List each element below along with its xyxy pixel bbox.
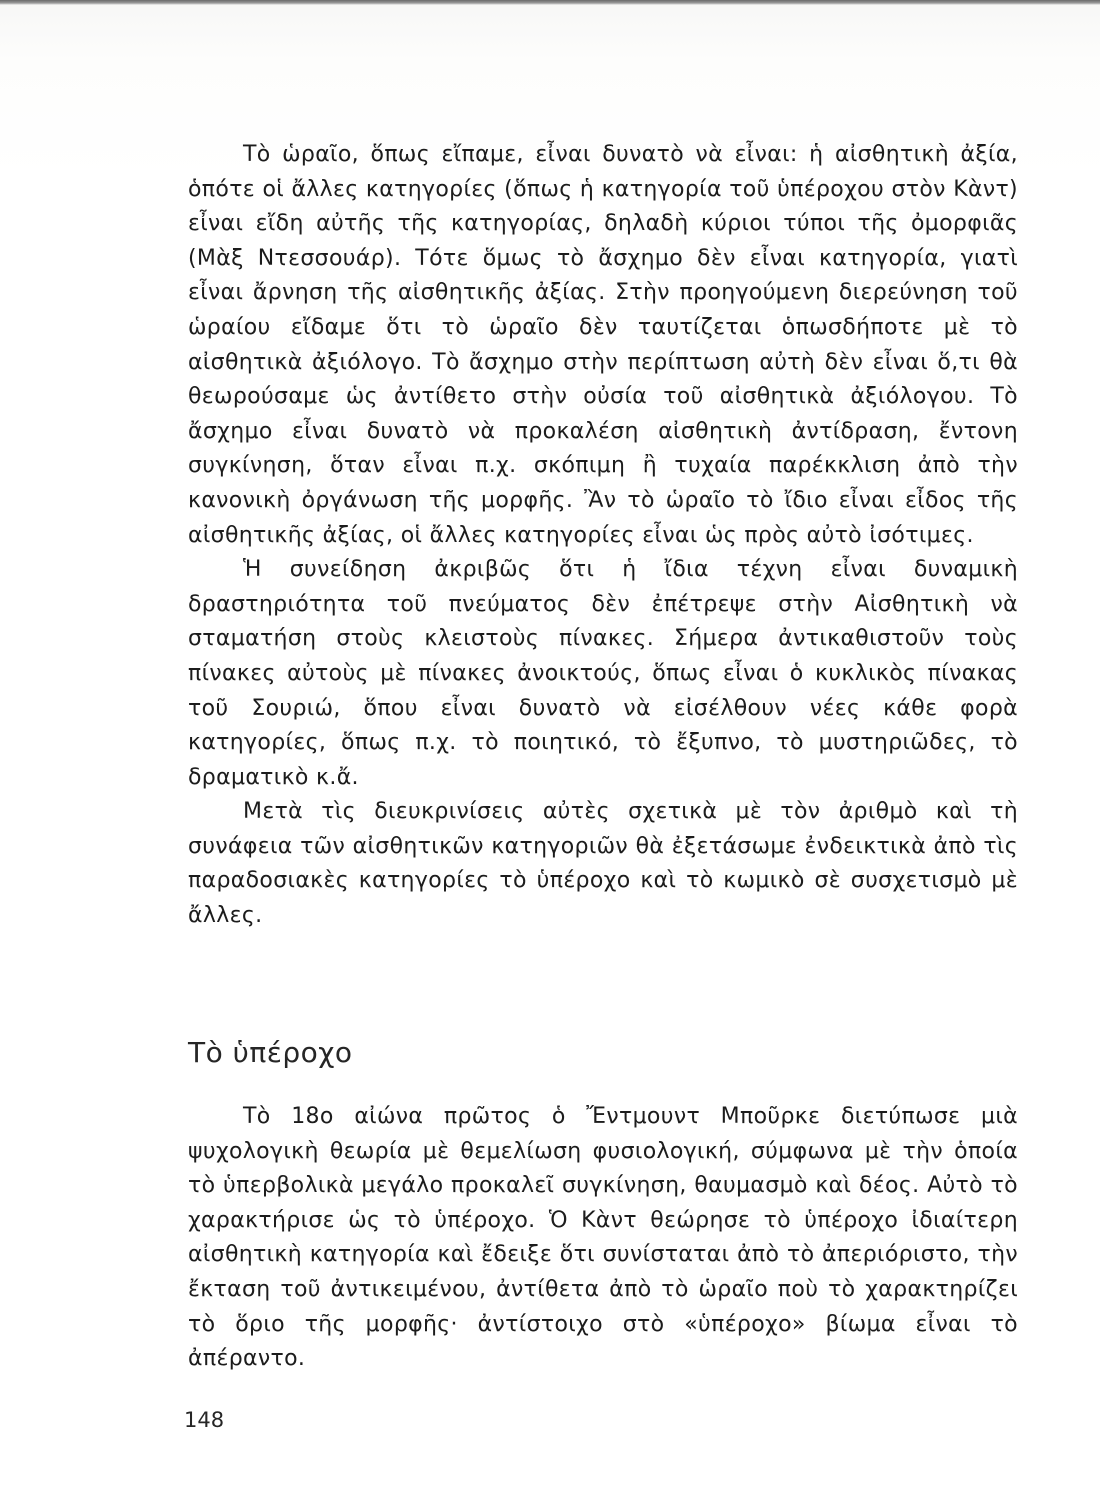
section-heading-sublime: Τὸ ὑπέροχο [188, 1036, 353, 1069]
paragraph-beautiful-and-ugly: Τὸ ὡραῖο, ὅπως εἴπαμε, εἶναι δυνατὸ νὰ εἶναι: ἡ αἰσθητικὴ ἀξία, ὁπότε οἱ ἄλλες κατηγορίες (ὅπως ἡ κατηγορία τοῦ ὑπέροχου στὸν Κὰντ) εἶναι εἴδη αὐτῆς τῆς κατηγορίας, δηλαδὴ κύριοι τύποι τῆς ὀμορφιᾶς (Μὰξ Ντεσσουάρ). Τότε ὅμως τὸ ἄσχημο δὲν εἶναι κατηγορία, γιατὶ εἶναι ἄρνηση τῆς αἰσθητικῆς ἀξίας. Στὴν προηγούμενη διερεύνηση τοῦ ὡραίου εἴδαμε ὅτι τὸ ὡραῖο δὲν ταυτίζεται ὁπωσδήποτε μὲ τὸ αἰσθητικὰ ἀξιόλογο. Τὸ ἄσχημο στὴν περίπτωση αὐτὴ δὲν εἶναι ὅ,τι θὰ θεωρούσαμε ὡς ἀντίθετο στὴν οὐσία τοῦ αἰσθητικὰ ἀξιόλογου. Τὸ ἄσχημο εἶναι δυνατὸ νὰ προκαλέση αἰσθητικὴ ἀντίδραση, ἔντονη συγκίνηση, ὅταν εἶναι π.χ. σκόπιμη ἢ τυχαία παρέκκλιση ἀπὸ τὴν κανονικὴ ὀργάνωση τῆς μορφῆς. Ἂν τὸ ὡραῖο τὸ ἴδιο εἶναι εἶδος τῆς αἰσθητικῆς ἀξίας, οἱ ἄλλες κατηγορίες εἶναι ὡς πρὸς αὐτὸ ἰσότιμες. [188, 142, 1018, 548]
paragraph-open-tables: Ἡ συνείδηση ἀκριβῶς ὅτι ἡ ἴδια τέχνη εἶναι δυναμικὴ δραστηριότητα τοῦ πνεύματος δὲν ἐπέτρεψε στὴν Αἰσθητικὴ νὰ σταματήση στοὺς κλειστοὺς πίνακες. Σήμερα ἀντικαθιστοῦν τοὺς πίνακες αὐτοὺς μὲ πίνακες ἀνοικτούς, ὅπως εἶναι ὁ κυκλικὸς πίνακας τοῦ Σουριώ, ὅπου εἶναι δυνατὸ νὰ εἰσέλθουν νέες κάθε φορὰ κατηγορίες, ὅπως π.χ. τὸ ποιητικό, τὸ ἔξυπνο, τὸ μυστηριῶδες, τὸ δραματικὸ κ.ἄ. [188, 557, 1018, 790]
scan-top-edge [0, 0, 1100, 5]
sublime-text [188, 1100, 1018, 1377]
main-text [188, 138, 1018, 934]
paragraph-sublime: Τὸ 18ο αἰώνα πρῶτος ὁ Ἔντμουντ Μποῦρκε διετύπωσε μιὰ ψυχολογικὴ θεωρία μὲ θεμελίωση φυσιολογική, σύμφωνα μὲ τὴν ὁποία τὸ ὑπερβολικὰ μεγάλο προκαλεῖ συγκίνηση, θαυμασμὸ καὶ δέος. Αὐτὸ τὸ χαρακτήρισε ὡς τὸ ὑπέροχο. Ὁ Κὰντ θεώρησε τὸ ὑπέροχο ἰδιαίτερη αἰσθητικὴ κατηγορία καὶ ἔδειξε ὅτι συνίσταται ἀπὸ τὸ ἀπεριόριστο, τὴν ἔκταση τοῦ ἀντικειμένου, ἀντίθετα ἀπὸ τὸ ὡραῖο ποὺ τὸ χαρακτηρίζει τὸ ὅριο τῆς μορφῆς· ἀντίστοιχο στὸ «ὑπέροχο» βίωμα εἶναι τὸ ἀπέραντο. [188, 1104, 1018, 1372]
page-number: 148 [184, 1408, 225, 1432]
paragraph-transition: Μετὰ τὶς διευκρινίσεις αὐτὲς σχετικὰ μὲ τὸν ἀριθμὸ καὶ τὴ συνάφεια τῶν αἰσθητικῶν κατηγοριῶν θὰ ἐξετάσωμε ἐνδεικτικὰ ἀπὸ τὶς παραδοσιακὲς κατηγορίες τὸ ὑπέροχο καὶ τὸ κωμικὸ σὲ συσχετισμὸ μὲ ἄλλες. [188, 799, 1018, 929]
